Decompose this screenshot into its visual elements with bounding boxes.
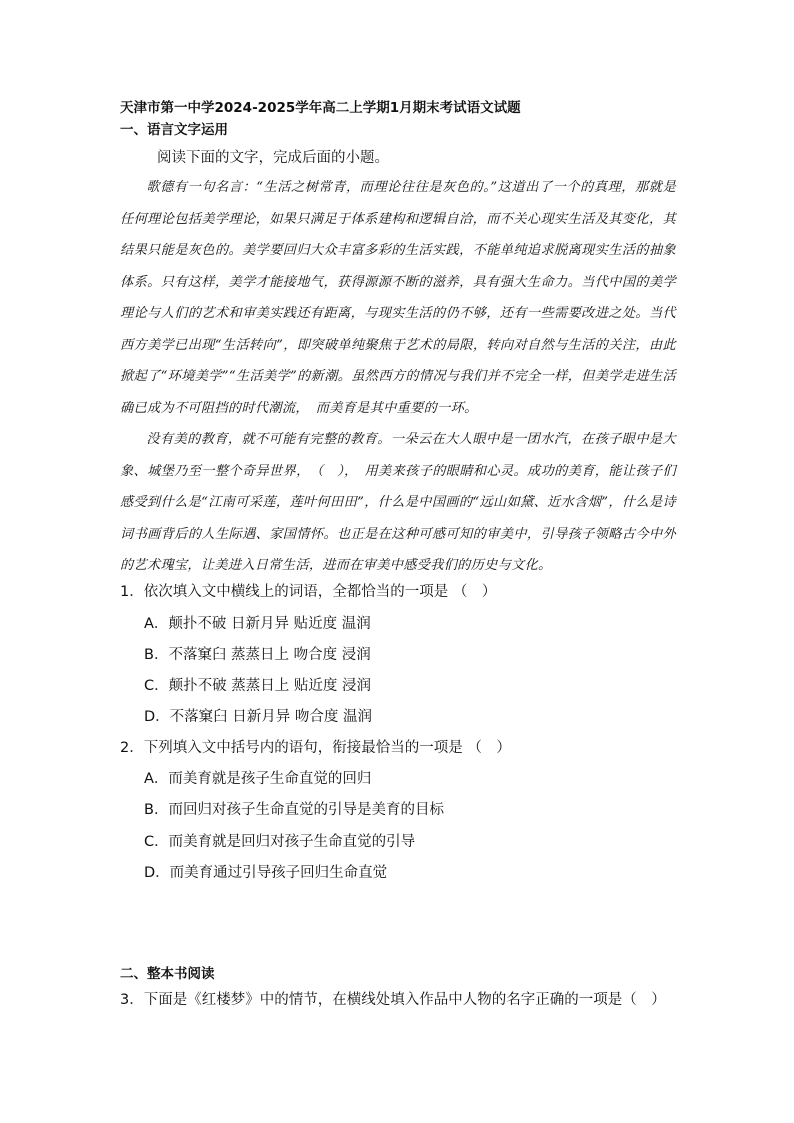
q1-option-d: D．不落窠臼 日新月异 吻合度 温润 <box>144 709 372 725</box>
section-heading-1: 一、语言文字运用 <box>120 122 228 138</box>
q2-option-d: D．而美育通过引导孩子回归生命直觉 <box>144 865 388 881</box>
q2-option-c: C．而美育就是回归对孩子生命直觉的引导 <box>144 834 416 850</box>
q1-option-b: B．不落窠臼 蒸蒸日上 吻合度 浸润 <box>144 647 371 663</box>
question-3-stem: 3．下面是《红楼梦》中的情节，在横线处填入作品中人物的名字正确的一项是（ ） <box>120 992 666 1008</box>
q2-option-b: B．而回归对孩子生命直觉的引导是美育的目标 <box>144 802 444 818</box>
passage-paragraph-1: 歌德有一句名言：“生活之树常青，而理论往往是灰色的。”这道出了一个的真理，那就是任何理论包括美学理论，如果只满足于体系建构和逻辑自洽，而不关心现实生活及其变化，其结果只能是灰色的。美学要回归大众丰富多彩的生活实践，不能单纯追求脱离现实生活的抽象体系。只有这样，美学才能接地气，获得源源不断的滋养，具有强大生命力。当代中国的美学理论与人们的艺术和审美实践还有距离，与现实生活的仍不够，还有一些需要改进之处。当代西方美学已出现“生活转向”，即突破单纯聚焦于艺术的局限，转向对自然与生活的关注，由此掀起了“环境美学”“生活美学”的新潮。虽然西方的情况与我们并不完全一样，但美学走进生活确已成为不可阻挡的时代潮流， 而美育是其中重要的一环。 <box>120 180 676 416</box>
passage-paragraph-2: 没有美的教育，就不可能有完整的教育。一朵云在大人眼中是一团水汽，在孩子眼中是大象、城堡乃至一整个奇异世界， （ ）， 用美来孩子的眼睛和心灵。成功的美育，能让孩子们感受到什么是“江南可采莲，莲叶何田田”，什么是中国画的“远山如黛、近水含烟”，什么是诗词书画背后的人生际遇、家国情怀。也正是在这种可感可知的审美中，引导孩子领略古今中外的艺术瑰宝，让美进入日常生活，进而在审美中感受我们的历史与文化。 <box>120 432 676 573</box>
exam-title: 天津市第一中学2024-2025学年高二上学期1月期末考试语文试题 <box>120 100 521 116</box>
section-heading-2: 二、整本书阅读 <box>120 966 215 982</box>
q1-option-c: C．颠扑不破 蒸蒸日上 贴近度 浸润 <box>144 678 371 694</box>
reading-instruction: 阅读下面的文字，完成后面的小题。 <box>157 150 389 166</box>
question-1-stem: 1．依次填入文中横线上的词语，全都恰当的一项是 （ ） <box>120 584 497 600</box>
question-2-stem: 2．下列填入文中括号内的语句，衔接最恰当的一项是 （ ） <box>120 740 511 756</box>
reading-passage <box>120 172 676 582</box>
q2-option-a: A．而美育就是孩子生命直觉的回归 <box>144 771 372 787</box>
q1-option-a: A．颠扑不破 日新月异 贴近度 温润 <box>144 616 371 632</box>
